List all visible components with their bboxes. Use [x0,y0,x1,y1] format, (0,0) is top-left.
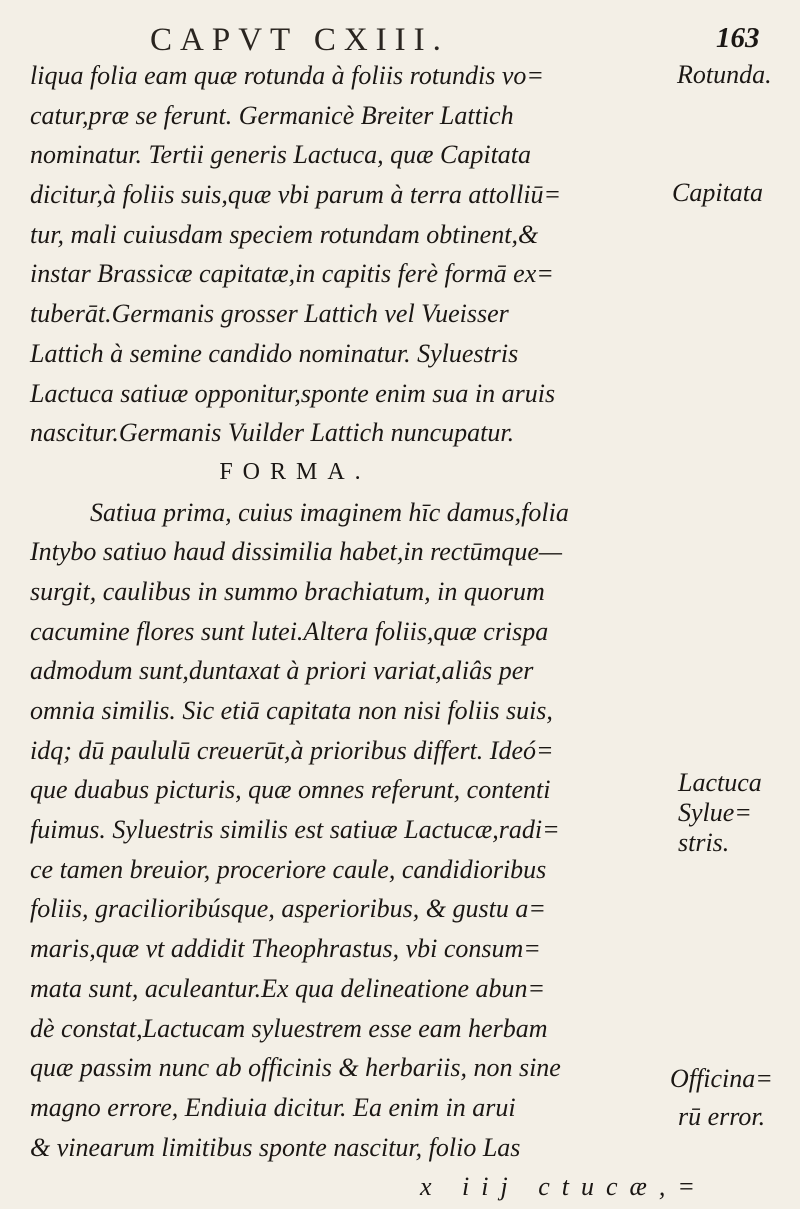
text-line-14: surgit, caulibus in summo brachiatum, in quorum [30,576,545,606]
text-line-16: admodum sunt,duntaxat à priori variat,aliâs per [30,656,534,686]
text-line-20: fuimus. Syluestris similis est satiuæ Lactucæ,radi= [30,815,560,845]
section-heading-forma: FORMA. [219,458,371,485]
text-line-22: foliis, gracilioribúsque, asperioribus, & gustu a= [30,894,546,924]
margin-note-line: Sylue= [678,798,752,827]
text-line-28: & vinearum limitibus sponte nascitur, folio Las [30,1132,521,1162]
text-line-12: Satiua prima, cuius imaginem hīc damus,folia [90,497,569,527]
text-line-21: ce tamen breuior, proceriore caule, candidioribus [30,854,547,884]
text-line-5: tur, mali cuiusdam speciem rotundam obtinent,& [30,219,539,249]
margin-note-line: stris. [678,828,730,857]
page-number: 163 [716,22,760,54]
running-head: CAPVT CXIII. [150,22,449,58]
page-header [0,18,800,58]
text-line-6: instar Brassicæ capitatæ,in capitis ferè formā ex= [30,259,554,289]
signature-catchword: x iij ctucæ,= [420,1172,707,1202]
text-line-19: que duabus picturis, quæ omnes referunt, contenti [30,775,551,805]
margin-note-rotunda: Rotunda. [677,60,772,89]
text-line-25: dè constat,Lactucam syluestrem esse eam herbam [30,1013,548,1043]
text-line-23: maris,quæ vt addidit Theophrastus, vbi consum= [30,934,541,964]
text-line-9: Lactuca satiuæ opponitur,sponte enim sua in aruis [30,378,556,408]
margin-note-lactuca-syluestris [678,768,762,858]
text-line-18: idq; dū paululū creuerūt,à prioribus differt. Ideó= [30,735,554,765]
text-line-15: cacumine flores sunt lutei.Altera foliis,quæ crispa [30,616,549,646]
text-line-26: quæ passim nunc ab officinis & herbariis, non sine [30,1053,561,1083]
text-line-10: nascitur.Germanis Vuilder Lattich nuncupatur. [30,418,515,448]
text-line-2: catur,præ se ferunt. Germanicè Breiter Lattich [30,100,514,130]
margin-note-line: Lactuca [678,768,762,797]
body-text [30,56,707,1207]
text-line-27: magno errore, Endiuia dicitur. Ea enim in arui [30,1092,516,1122]
margin-note-capitata: Capitata [672,178,764,207]
text-line-4: dicitur,à foliis suis,quæ vbi parum à terra attolliū= [30,180,562,210]
text-line-13: Intybo satiuo haud dissimilia habet,in rectūmque— [30,537,562,567]
text-line-7: tuberāt.Germanis grosser Lattich vel Vueisser [30,299,509,329]
text-line-3: nominatur. Tertii generis Lactuca, quæ Capitata [30,140,532,170]
text-line-17: omnia similis. Sic etiā capitata non nisi foliis suis, [30,696,553,725]
margin-note-officina: Officina= [670,1064,773,1093]
text-line-8: Lattich à semine candido nominatur. Syluestris [30,338,519,368]
text-line-1: liqua folia eam quæ rotunda à foliis rotundis vo= [30,61,544,90]
margin-note-error: rū error. [678,1102,766,1131]
text-line-24: mata sunt, aculeantur.Ex qua delineatione abun= [30,973,546,1003]
